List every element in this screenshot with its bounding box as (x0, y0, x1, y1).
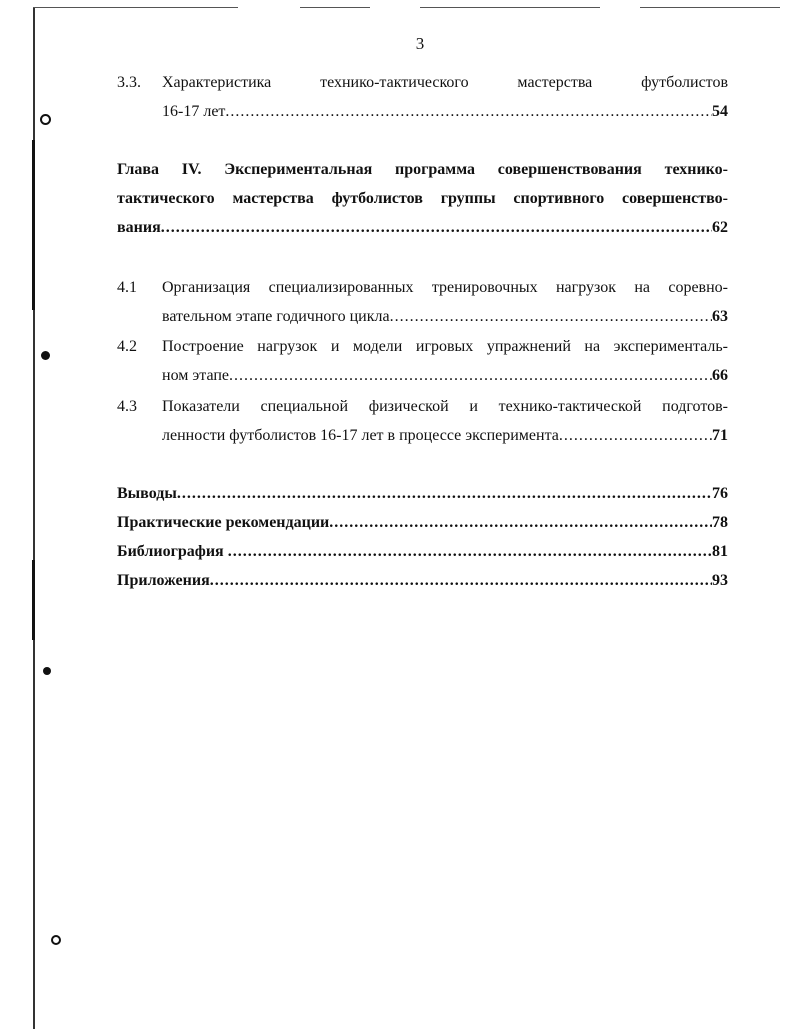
binding-shadow (32, 140, 35, 310)
chapter-title-line: Глава IV. Экспериментальная программа совершенствования технико- (117, 161, 728, 178)
toc-entry-3-3[interactable] (117, 68, 728, 126)
punch-hole-mark (40, 114, 51, 125)
page-ref: 63 (712, 308, 728, 325)
scan-edge (420, 7, 600, 8)
entry-label: Библиография (117, 543, 228, 560)
toc-entry-bibliography[interactable] (117, 537, 728, 566)
punch-hole-mark (43, 667, 51, 675)
dot-leader (229, 361, 712, 390)
entry-label: Приложения (117, 572, 210, 589)
page-ref: 71 (712, 427, 728, 444)
page-ref: 78 (712, 514, 728, 531)
section-number: 4.1 (117, 279, 137, 296)
dot-leader (210, 566, 712, 595)
toc-entry-4-1[interactable] (117, 273, 728, 331)
entry-title-line: 16-17 лет (162, 103, 226, 120)
dot-leader (225, 97, 712, 126)
binding-shadow (32, 560, 35, 640)
scan-edge (33, 7, 238, 8)
page-ref: 93 (712, 572, 728, 589)
chapter-title-line: вания (117, 219, 161, 236)
page-ref: 54 (712, 103, 728, 120)
entry-label: Практические рекомендации (117, 514, 330, 531)
dot-leader (559, 421, 712, 450)
page-ref: 76 (712, 485, 728, 502)
section-number: 3.3. (117, 74, 141, 91)
page-ref: 81 (712, 543, 728, 560)
punch-hole-mark (41, 351, 50, 360)
dot-leader (177, 479, 712, 508)
toc-back-matter (117, 479, 728, 595)
toc-entry-4-3[interactable] (117, 392, 728, 450)
entry-title-line: Построение нагрузок и модели игровых упражнений на эксперименталь- (162, 338, 728, 355)
toc-entry-recommendations[interactable] (117, 508, 728, 537)
entry-label: Выводы (117, 485, 177, 502)
page-number: 3 (415, 34, 425, 53)
entry-title-line: Организация специализированных тренировочных нагрузок на соревно- (162, 279, 728, 296)
dot-leader (228, 537, 712, 566)
entry-title-line: вательном этапе годичного цикла (162, 308, 390, 325)
toc-entry-appendices[interactable] (117, 566, 728, 595)
dot-leader (390, 302, 712, 331)
punch-hole-mark (51, 935, 61, 945)
entry-title-line: Характеристика технико-тактического мастерства футболистов (162, 74, 728, 91)
dot-leader (329, 508, 712, 537)
section-number: 4.3 (117, 398, 137, 415)
toc-chapter-4[interactable] (117, 155, 728, 242)
entry-title-line: ленности футболистов 16-17 лет в процессе эксперимента (162, 427, 559, 444)
dot-leader (161, 213, 712, 242)
entry-title-line: ном этапе (162, 367, 229, 384)
scan-edge (640, 7, 780, 8)
toc-entry-conclusions[interactable] (117, 479, 728, 508)
chapter-title-line: тактического мастерства футболистов группы спортивного совершенство- (117, 190, 728, 207)
section-number: 4.2 (117, 338, 137, 355)
entry-title-line: Показатели специальной физической и технико-тактической подготов- (162, 398, 728, 415)
scan-edge (300, 7, 370, 8)
page-ref: 62 (712, 219, 728, 236)
toc-entry-4-2[interactable] (117, 332, 728, 390)
page-ref: 66 (712, 367, 728, 384)
